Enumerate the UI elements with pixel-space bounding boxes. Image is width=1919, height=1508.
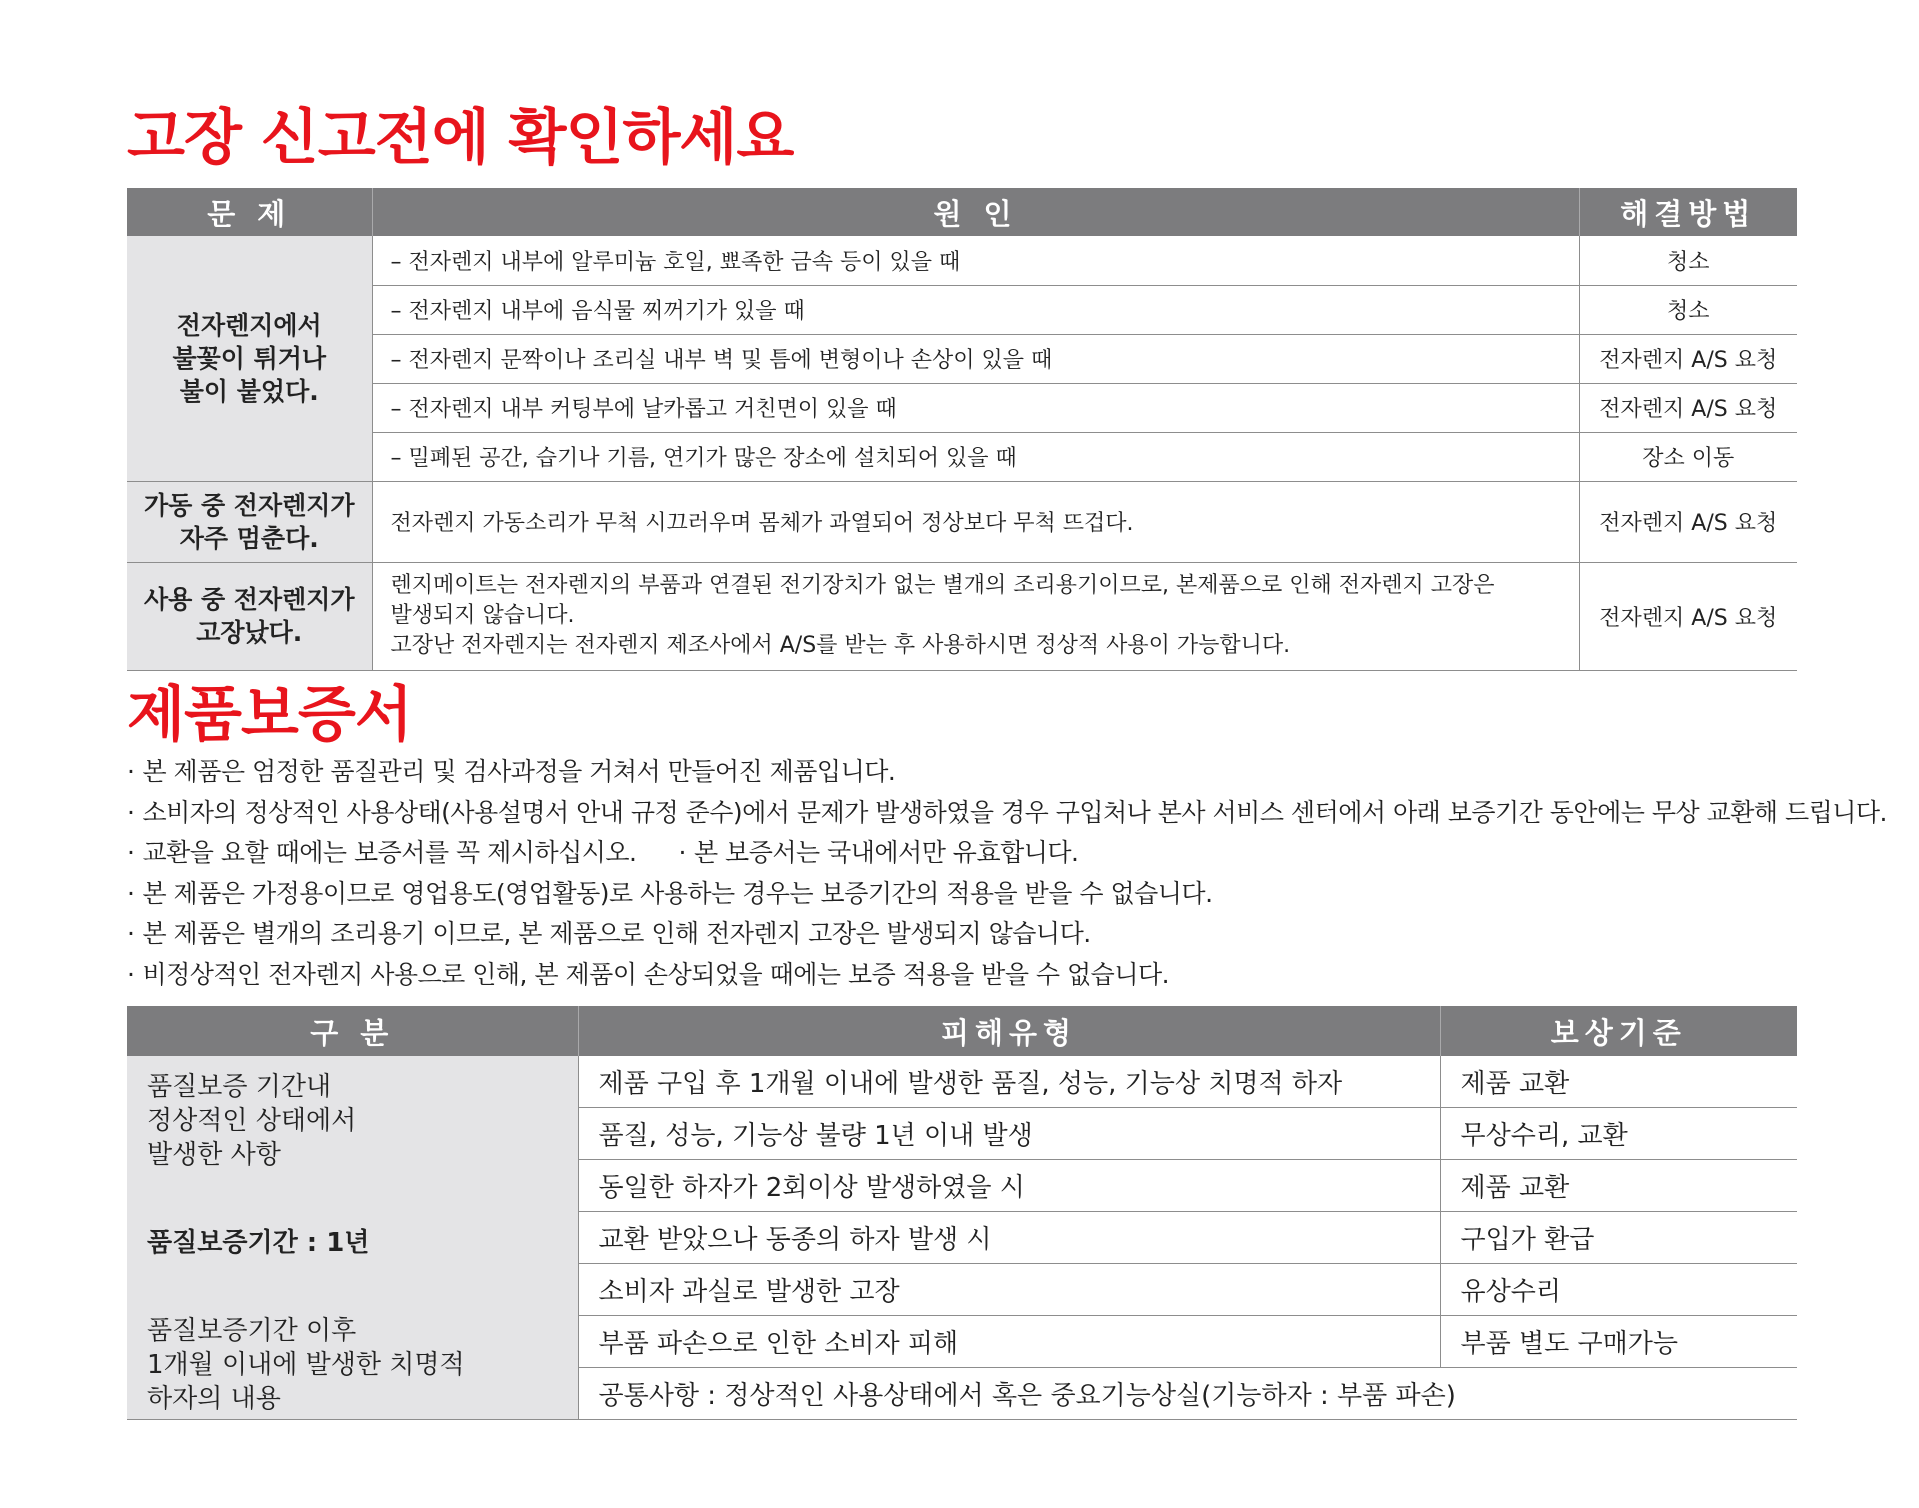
problem-line: 전자렌지에서 [176, 310, 322, 340]
note-text: 비정상적인 전자렌지 사용으로 인해, 본 제품이 손상되었을 때에는 보증 적용을 받을 수 없습니다. [142, 959, 1170, 989]
damage-cell: 동일한 하자가 2회이상 발생하였을 시 [578, 1160, 1440, 1212]
category-line: 하자의 내용 [147, 1384, 281, 1414]
list-item [127, 914, 1887, 955]
troubleshooting-table [127, 188, 1797, 671]
header-problem: 문 제 [127, 188, 372, 236]
problem-line: 불이 붙었다. [179, 376, 319, 406]
problem-line: 불꽃이 튀거나 [172, 343, 327, 373]
header-damage-type: 피해유형 [578, 1006, 1440, 1056]
note-text: 본 제품은 엄정한 품질관리 및 검사과정을 거쳐서 만들어진 제품입니다. [142, 757, 896, 786]
cause-cell: 전자렌지 가동소리가 무척 시끄러우며 몸체가 과열되어 정상보다 무척 뜨겁다. [372, 481, 1579, 562]
warranty-section-title: 제품보증서 [127, 680, 412, 750]
cause-cell [372, 562, 1579, 670]
bullet: · [127, 757, 135, 786]
compensation-cell: 무상수리, 교환 [1440, 1108, 1797, 1160]
problem-line: 가동 중 전자렌지가 [143, 490, 355, 520]
damage-cell: 교환 받았으나 동종의 하자 발생 시 [578, 1212, 1440, 1264]
category-line: 발생한 사항 [147, 1140, 281, 1170]
problem-line: 고장났다. [196, 618, 303, 647]
table-row [127, 562, 1797, 670]
category-line: 품질보증 기간내 [147, 1072, 332, 1102]
header-compensation: 보상기준 [1440, 1006, 1797, 1056]
compensation-cell: 제품 교환 [1440, 1056, 1797, 1108]
cause-cell: – 전자렌지 문짝이나 조리실 내부 벽 및 틈에 변형이나 손상이 있을 때 [372, 334, 1579, 383]
problem-line: 사용 중 전자렌지가 [143, 585, 355, 614]
bullet: · [127, 919, 135, 949]
table-row [127, 236, 1797, 285]
category-line: 1개월 이내에 발생한 치명적 [147, 1350, 465, 1380]
bullet: · [127, 797, 135, 827]
common-note-cell: 공통사항 : 정상적인 사용상태에서 혹은 중요기능상실(기능하자 : 부품 파손) [578, 1368, 1797, 1420]
damage-cell: 제품 구입 후 1개월 이내에 발생한 품질, 성능, 기능상 치명적 하자 [578, 1056, 1440, 1108]
note-text: 본 제품은 별개의 조리용기 이므로, 본 제품으로 인해 전자렌지 고장은 발생되지 않습니다. [142, 919, 1091, 949]
cause-cell: – 전자렌지 내부 커팅부에 날카롭고 거친면이 있을 때 [372, 383, 1579, 432]
solution-cell: 전자렌지 A/S 요청 [1579, 481, 1797, 562]
list-item [127, 833, 1887, 874]
compensation-cell: 유상수리 [1440, 1264, 1797, 1316]
note-text: 본 보증서는 국내에서만 유효합니다. [693, 838, 1079, 868]
bullet: · [127, 959, 135, 989]
warranty-table [127, 1006, 1797, 1420]
cause-cell: – 전자렌지 내부에 음식물 찌꺼기가 있을 때 [372, 285, 1579, 334]
solution-cell: 전자렌지 A/S 요청 [1579, 334, 1797, 383]
solution-cell: 청소 [1579, 236, 1797, 285]
bullet: · [127, 878, 135, 908]
table-row [127, 334, 1797, 383]
table-row [127, 383, 1797, 432]
damage-cell: 부품 파손으로 인한 소비자 피해 [578, 1316, 1440, 1368]
cause-line: 렌지메이트는 전자렌지의 부품과 연결된 전기장치가 없는 별개의 조리용기이므로, 본제품으로 인해 전자렌지 고장은 [390, 573, 1495, 598]
table-row [127, 1056, 1797, 1108]
list-item [127, 874, 1887, 915]
header-cause: 원 인 [372, 188, 1579, 236]
table-row [127, 481, 1797, 562]
list-item [127, 752, 1887, 793]
compensation-cell: 부품 별도 구매가능 [1440, 1316, 1797, 1368]
note-text: 소비자의 정상적인 사용상태(사용설명서 안내 규정 준수)에서 문제가 발생하였을 경우 구입처나 본사 서비스 센터에서 아래 보증기간 동안에는 무상 교환해 드립니다. [142, 797, 1888, 827]
solution-cell: 전자렌지 A/S 요청 [1579, 383, 1797, 432]
category-line: 정상적인 상태에서 [147, 1106, 357, 1136]
note-text: 교환을 요할 때에는 보증서를 꼭 제시하십시오. [142, 838, 637, 868]
warranty-period: 품질보증기간 : 1년 [147, 1228, 370, 1258]
header-solution: 해결방법 [1579, 188, 1797, 236]
list-item [127, 955, 1887, 996]
table-row [127, 285, 1797, 334]
solution-cell: 장소 이동 [1579, 432, 1797, 481]
list-item [127, 793, 1887, 834]
problem-line: 자주 멈춘다. [179, 523, 319, 553]
cause-cell: – 전자렌지 내부에 알루미늄 호일, 뾰족한 금속 등이 있을 때 [372, 236, 1579, 285]
warranty-notes [127, 752, 1887, 996]
table-header-row [127, 188, 1797, 236]
category-line: 품질보증기간 이후 [147, 1316, 357, 1346]
category-cell [127, 1056, 578, 1420]
solution-cell: 청소 [1579, 285, 1797, 334]
problem-cell [127, 562, 372, 670]
trouble-section-title: 고장 신고전에 확인하세요 [127, 103, 794, 173]
problem-cell [127, 481, 372, 562]
compensation-cell: 구입가 환급 [1440, 1212, 1797, 1264]
table-row [127, 432, 1797, 481]
cause-line: 발생되지 않습니다. [390, 603, 575, 628]
table-header-row [127, 1006, 1797, 1056]
damage-cell: 소비자 과실로 발생한 고장 [578, 1264, 1440, 1316]
bullet: · [678, 838, 686, 868]
header-category: 구 분 [127, 1006, 578, 1056]
problem-cell [127, 236, 372, 481]
bullet: · [127, 838, 135, 868]
cause-line: 고장난 전자렌지는 전자렌지 제조사에서 A/S를 받는 후 사용하시면 정상적 사용이 가능합니다. [390, 633, 1291, 658]
note-text: 본 제품은 가정용이므로 영업용도(영업활동)로 사용하는 경우는 보증기간의 적용을 받을 수 없습니다. [142, 878, 1213, 908]
damage-cell: 품질, 성능, 기능상 불량 1년 이내 발생 [578, 1108, 1440, 1160]
cause-cell: – 밀폐된 공간, 습기나 기름, 연기가 많은 장소에 설치되어 있을 때 [372, 432, 1579, 481]
solution-cell: 전자렌지 A/S 요청 [1579, 562, 1797, 670]
compensation-cell: 제품 교환 [1440, 1160, 1797, 1212]
